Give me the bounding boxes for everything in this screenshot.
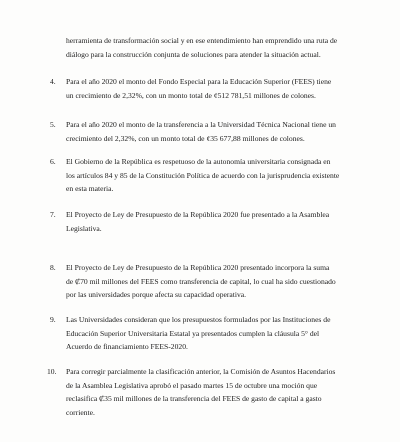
text-line: en esta materia. — [66, 184, 114, 193]
paragraph-item-7 — [66, 208, 366, 235]
text-line: crecimiento del 2,32%, con un monto total de ¢35 677,88 millones de colones. — [66, 133, 305, 143]
text-line: Para corregir parcialmente la clasificación anterior, la Comisión de Asuntos Hacendarios — [66, 367, 336, 376]
paragraph-item-5 — [66, 118, 366, 145]
text-line: Las Universidades consideran que los presupuestos formulados por las Instituciones de — [66, 315, 331, 324]
text-line: de ₡70 mil millones del FEES como transferencia de capital, lo cual ha sido cuestionado — [66, 276, 336, 286]
paragraph-continuation — [66, 34, 366, 61]
paragraph-item-8 — [66, 261, 366, 302]
item-number: 6. — [50, 157, 56, 166]
paragraph-item-6 — [66, 155, 366, 196]
paragraph-item-10 — [66, 365, 366, 419]
text-line: Acuerdo de financiamiento FEES-2020. — [66, 342, 188, 351]
text-line: Educación Superior Universitaria Estatal ya presentados cumplen la cláusula 5° del — [66, 328, 320, 338]
text-line: reclasifica ₡35 mil millones de la transferencia del FEES de gasto de capital a gasto — [66, 394, 322, 403]
text-line: de la Asamblea Legislativa aprobó el pasado martes 15 de octubre una moción que — [66, 380, 318, 390]
text-line: corriente. — [66, 407, 95, 417]
text-line: Para el año 2020 el monto del Fondo Especial para la Educación Superior (FEES) tiene — [66, 77, 332, 86]
text-line: herramienta de transformación social y en ese entendimiento han emprendido una ruta de — [66, 36, 338, 45]
item-number: 9. — [50, 315, 56, 324]
item-number: 7. — [50, 210, 56, 219]
item-number: 4. — [50, 77, 56, 86]
text-line: Para el año 2020 el monto de la transferencia a la Universidad Técnica Nacional tiene un — [66, 120, 336, 129]
text-line: por las universidades porque afecta su capacidad operativa. — [66, 290, 247, 299]
paragraph-item-4 — [66, 75, 366, 102]
text-line: El Proyecto de Ley de Presupuesto de la República 2020 fue presentado a la Asamblea — [66, 210, 330, 219]
text-line: diálogo para la construcción conjunta de soluciones para atender la situación actual. — [66, 49, 321, 59]
text-line: El Proyecto de Ley de Presupuesto de la República 2020 presentado incorpora la suma — [66, 263, 330, 272]
text-line: un crecimiento de 2,32%, con un monto total de ¢512 781,51 millones de colones. — [66, 90, 316, 100]
item-number: 8. — [50, 263, 56, 272]
text-line: los artículos 84 y 85 de la Constitución Política de acuerdo con la jurisprudencia existente — [66, 170, 340, 180]
text-line: El Gobierno de la República es respetuoso de la autonomía universitaria consignada en — [66, 157, 331, 166]
item-number: 10. — [47, 367, 57, 376]
item-number: 5. — [50, 120, 56, 129]
text-line: Legislativa. — [66, 223, 102, 233]
paragraph-item-9 — [66, 313, 366, 354]
